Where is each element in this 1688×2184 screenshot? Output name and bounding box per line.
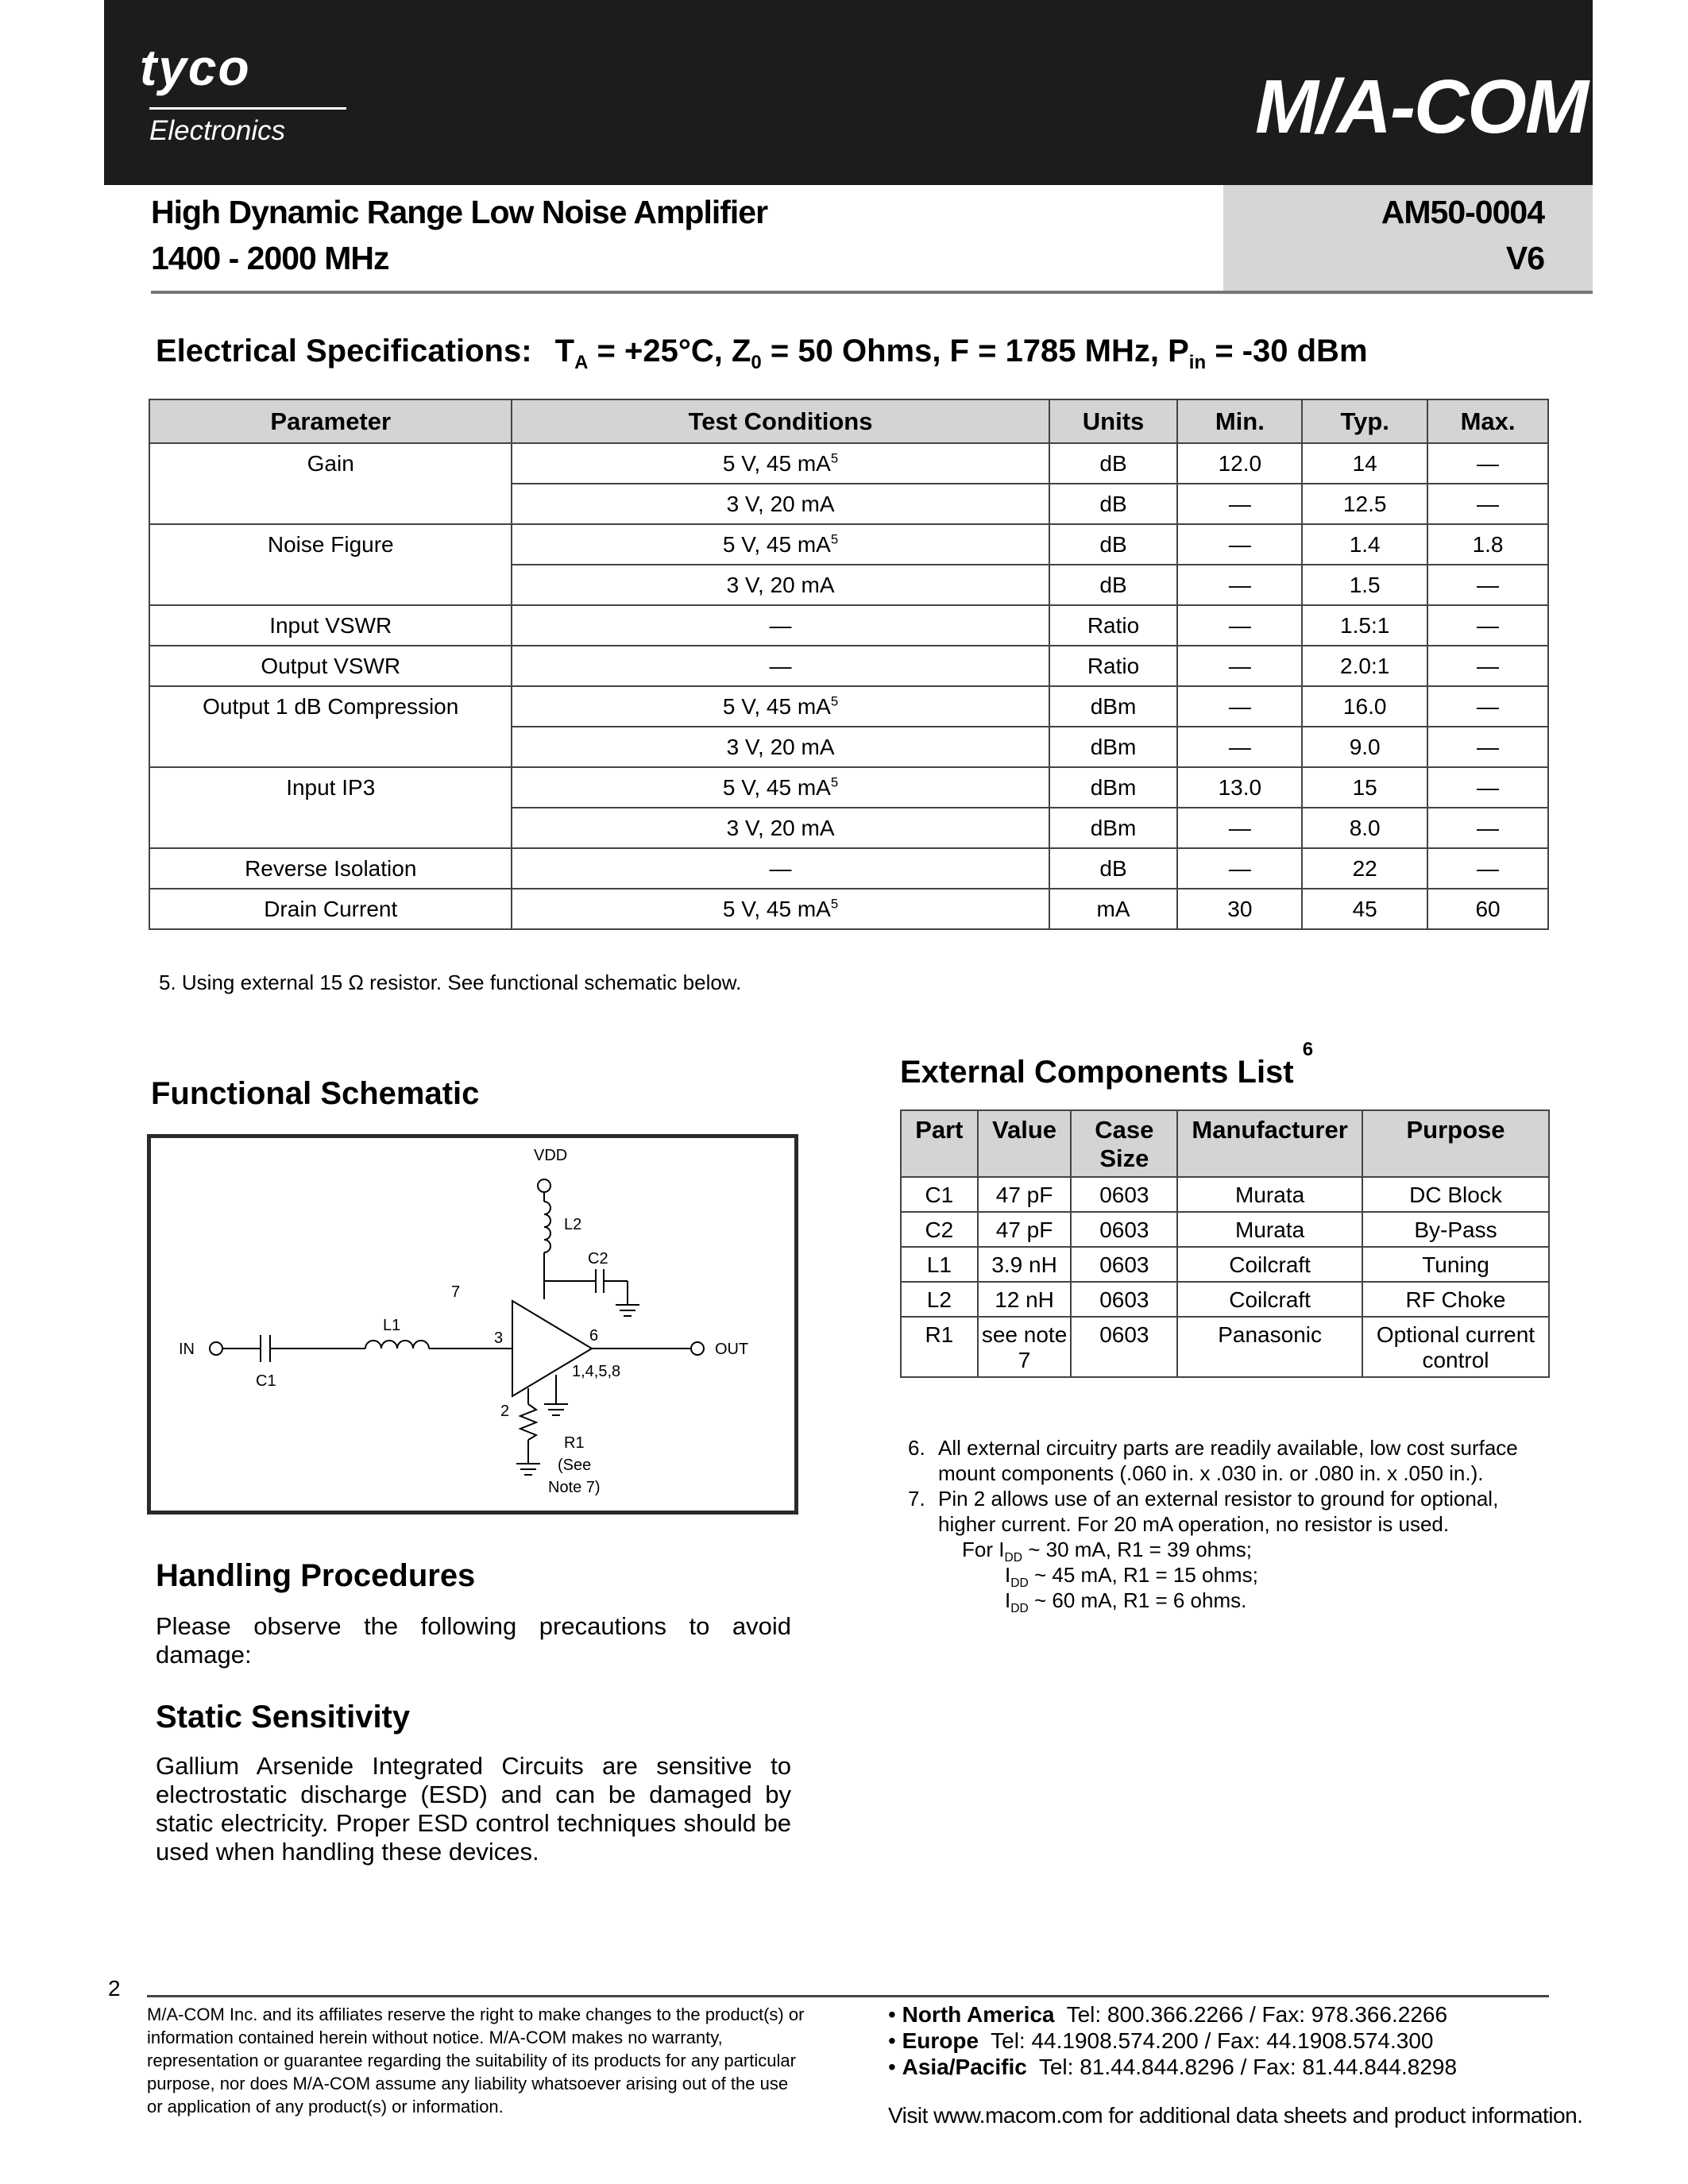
component-mfr: Murata <box>1177 1212 1362 1247</box>
spec-condition: — <box>512 646 1049 686</box>
component-row <box>901 1282 1549 1317</box>
component-mfr: Panasonic <box>1177 1317 1362 1377</box>
spec-units: dB <box>1049 848 1178 889</box>
tyco-electronics-label: Electronics <box>149 115 286 146</box>
spec-max: — <box>1427 605 1548 646</box>
l2-label: L2 <box>564 1216 582 1233</box>
footer-rule <box>147 1995 1549 1997</box>
spec-typ: 22 <box>1302 848 1427 889</box>
footer-contacts <box>888 2001 1457 2080</box>
spec-units: dBm <box>1049 808 1178 848</box>
spec-parameter <box>149 808 512 848</box>
spec-min: — <box>1177 565 1302 605</box>
pin2-label: 2 <box>500 1403 510 1420</box>
spec-max: — <box>1427 848 1548 889</box>
spec-units: mA <box>1049 889 1178 929</box>
note-6 <box>908 1435 1543 1486</box>
tyco-logo: tyco <box>140 39 251 96</box>
footnote-ref: 5 <box>830 531 839 547</box>
spec-condition: 5 V, 45 $mA^5$ <box>512 889 1049 929</box>
spec-parameter: Reverse Isolation <box>149 848 512 889</box>
component-purpose: By-Pass <box>1362 1212 1549 1247</box>
components-header-row <box>901 1110 1549 1177</box>
note-7-line-3: $I_{DD}$ ~ 60 mA, R1 = 6 ohms. <box>1005 1588 1247 1616</box>
component-part: R1 <box>901 1317 978 1377</box>
page-number: 2 <box>108 1976 121 2001</box>
spec-typ: 9.0 <box>1302 727 1427 767</box>
spec-row <box>149 524 1548 565</box>
component-row <box>901 1212 1549 1247</box>
component-part: L2 <box>901 1282 978 1317</box>
component-value: 3.9 nH <box>978 1247 1072 1282</box>
spec-typ: 8.0 <box>1302 808 1427 848</box>
spec-condition: — <box>512 848 1049 889</box>
spec-header-row <box>149 399 1548 443</box>
component-mfr: Coilcraft <box>1177 1247 1362 1282</box>
spec-parameter: Input VSWR <box>149 605 512 646</box>
out-label: OUT <box>715 1341 749 1358</box>
component-notes <box>908 1435 1543 1616</box>
note7-label: Note 7) <box>548 1479 601 1496</box>
components-table <box>900 1109 1550 1378</box>
see-label: (See <box>558 1457 592 1474</box>
handling-heading: Handling Procedures <box>156 1558 476 1593</box>
spec-typ: 1.5 <box>1302 565 1427 605</box>
part-number: AM50-0004 <box>1381 194 1544 230</box>
pin7-label: 7 <box>451 1283 461 1301</box>
spec-max: — <box>1427 484 1548 524</box>
spec-max: — <box>1427 686 1548 727</box>
component-value: 12 nH <box>978 1282 1072 1317</box>
spec-parameter: Output VSWR <box>149 646 512 686</box>
r1-label: R1 <box>564 1434 585 1452</box>
spec-units: dB <box>1049 484 1178 524</box>
col-value: Value <box>978 1110 1072 1177</box>
spec-min: — <box>1177 727 1302 767</box>
spec-max: — <box>1427 565 1548 605</box>
spec-heading-prefix: Electrical Specifications: <box>156 334 532 369</box>
header-rule <box>151 291 1593 294</box>
spec-footnote: 5. Using external 15 Ω resistor. See functional schematic below. <box>159 970 742 994</box>
spec-row <box>149 605 1548 646</box>
phone-north-america: Tel: 800.366.2266 / Fax: 978.366.2266 <box>1066 2002 1448 2027</box>
spec-min: 13.0 <box>1177 767 1302 808</box>
spec-typ: 15 <box>1302 767 1427 808</box>
component-row <box>901 1177 1549 1212</box>
spec-max: — <box>1427 767 1548 808</box>
component-value: 47 pF <box>978 1212 1072 1247</box>
contact-asia-pacific: • Asia/Pacific Tel: 81.44.844.8296 / Fax: 81.44.844.8298 <box>888 2055 1458 2079</box>
pin3-label: 3 <box>494 1329 504 1347</box>
c1-label: C1 <box>256 1372 276 1390</box>
spec-max: — <box>1427 443 1548 484</box>
spec-parameter <box>149 565 512 605</box>
col-parameter: Parameter <box>149 399 512 443</box>
contact-north-america: • North America Tel: 800.366.2266 / Fax: 978.366.2266 <box>888 2002 1448 2027</box>
spec-units: Ratio <box>1049 646 1178 686</box>
spec-condition: 5 V, 45 $mA^5$ <box>512 443 1049 484</box>
components-heading-text: External Components List <box>900 1055 1294 1090</box>
col-test-conditions: Test Conditions <box>512 399 1049 443</box>
spec-units: dBm <box>1049 686 1178 727</box>
footer-visit: Visit www.macom.com for additional data sheets and product information. <box>888 2103 1583 2128</box>
col-min: Min. <box>1177 399 1302 443</box>
col-units: Units <box>1049 399 1178 443</box>
static-heading: Static Sensitivity <box>156 1700 411 1734</box>
spec-row <box>149 767 1548 808</box>
spec-min: — <box>1177 605 1302 646</box>
spec-row <box>149 686 1548 727</box>
spec-typ: 14 <box>1302 443 1427 484</box>
phone-asia-pacific: Tel: 81.44.844.8296 / Fax: 81.44.844.8298 <box>1038 2055 1458 2079</box>
col-manufacturer: Manufacturer <box>1177 1110 1362 1177</box>
component-mfr: Murata <box>1177 1177 1362 1212</box>
spec-min: — <box>1177 484 1302 524</box>
region-asia-pacific: Asia/Pacific <box>902 2055 1027 2079</box>
footnote-ref: 5 <box>830 450 839 466</box>
region-north-america: North America <box>902 2002 1055 2027</box>
spec-typ: 45 <box>1302 889 1427 929</box>
spec-units: dBm <box>1049 727 1178 767</box>
static-text: Gallium Arsenide Integrated Circuits are sensitive to electrostatic discharge (ESD) and can be damaged by static electricity. Proper ESD control techniques should be used when handling these devices. <box>156 1752 791 1866</box>
spec-row <box>149 889 1548 929</box>
note-7 <box>908 1486 1543 1537</box>
col-typ: Typ. <box>1302 399 1427 443</box>
in-label: IN <box>179 1341 195 1358</box>
spec-max: — <box>1427 646 1548 686</box>
spec-min: 30 <box>1177 889 1302 929</box>
component-purpose: Tuning <box>1362 1247 1549 1282</box>
handling-text: Please observe the following precautions to avoid damage: <box>156 1612 791 1669</box>
spec-min: — <box>1177 646 1302 686</box>
footnote-ref: 5 <box>830 896 839 912</box>
component-row <box>901 1247 1549 1282</box>
schematic-heading: Functional Schematic <box>151 1076 480 1111</box>
footnote-ref: 5 <box>830 774 839 790</box>
spec-units: dBm <box>1049 767 1178 808</box>
component-row <box>901 1317 1549 1377</box>
footer-disclaimer: M/A-COM Inc. and its affiliates reserve the right to make changes to the product(s) or information contained herein without notice. M/A-COM makes no warranty, representation or guarantee regarding the suitability of its products for any particular purpose, nor does M/A-COM assume any liability whatsoever arising out of the use or application of any product(s) or information. <box>147 2005 805 2116</box>
contact-europe: • Europe Tel: 44.1908.574.200 / Fax: 44.1908.574.300 <box>888 2028 1434 2053</box>
components-heading-sup: 6 <box>1302 1039 1314 1060</box>
spec-max: — <box>1427 808 1548 848</box>
component-part: L1 <box>901 1247 978 1282</box>
spec-typ: 1.4 <box>1302 524 1427 565</box>
note-7-text: Pin 2 allows use of an external resistor to ground for optional, higher current. For 20 mA operation, no resistor is used. <box>938 1487 1499 1536</box>
col-purpose: Purpose <box>1362 1110 1549 1177</box>
spec-min: — <box>1177 686 1302 727</box>
frequency-range: 1400 - 2000 MHz <box>151 240 389 276</box>
component-case: 0603 <box>1071 1247 1177 1282</box>
vdd-label: VDD <box>534 1147 568 1164</box>
spec-parameter <box>149 484 512 524</box>
phone-europe: Tel: 44.1908.574.200 / Fax: 44.1908.574.300 <box>991 2028 1434 2053</box>
c2-label: C2 <box>588 1250 608 1268</box>
l1-label: L1 <box>383 1317 401 1334</box>
spec-parameter: Output 1 dB Compression <box>149 686 512 727</box>
component-purpose: DC Block <box>1362 1177 1549 1212</box>
spec-typ: 1.5:1 <box>1302 605 1427 646</box>
spec-condition: 3 V, 20 mA <box>512 484 1049 524</box>
region-europe: Europe <box>902 2028 979 2053</box>
spec-units: Ratio <box>1049 605 1178 646</box>
col-case-size: Case Size <box>1071 1110 1177 1177</box>
functional-schematic <box>147 1134 798 1515</box>
spec-heading <box>156 334 1368 373</box>
spec-units: dB <box>1049 524 1178 565</box>
spec-condition: 3 V, 20 mA <box>512 727 1049 767</box>
spec-row <box>149 727 1548 767</box>
spec-parameter <box>149 727 512 767</box>
spec-row <box>149 565 1548 605</box>
spec-min: — <box>1177 848 1302 889</box>
note-7-number: 7. <box>908 1487 925 1511</box>
spec-min: 12.0 <box>1177 443 1302 484</box>
component-value: 47 pF <box>978 1177 1072 1212</box>
component-case: 0603 <box>1071 1317 1177 1377</box>
component-case: 0603 <box>1071 1282 1177 1317</box>
components-heading <box>900 1039 1314 1090</box>
spec-row <box>149 443 1548 484</box>
tyco-logo-rule <box>149 107 346 110</box>
spec-min: — <box>1177 808 1302 848</box>
component-mfr: Coilcraft <box>1177 1282 1362 1317</box>
macom-logo: M/A-COM <box>1255 64 1587 149</box>
spec-typ: 12.5 <box>1302 484 1427 524</box>
component-purpose: RF Choke <box>1362 1282 1549 1317</box>
spec-condition: 5 V, 45 $mA^5$ <box>512 767 1049 808</box>
spec-parameter: Input IP3 <box>149 767 512 808</box>
footnote-ref: 5 <box>830 693 839 709</box>
spec-typ: 16.0 <box>1302 686 1427 727</box>
document-title: High Dynamic Range Low Noise Amplifier <box>151 194 768 230</box>
pin6-label: 6 <box>589 1327 599 1345</box>
col-max: Max. <box>1427 399 1548 443</box>
spec-condition: — <box>512 605 1049 646</box>
note-6-text: All external circuitry parts are readily available, low cost surface mount components (.060 in. x .030 in. or .080 in. x .050 in.). <box>938 1436 1518 1485</box>
spec-typ: 2.0:1 <box>1302 646 1427 686</box>
spec-condition: 3 V, 20 mA <box>512 808 1049 848</box>
spec-max: 1.8 <box>1427 524 1548 565</box>
spec-row <box>149 848 1548 889</box>
component-part: C2 <box>901 1212 978 1247</box>
spec-row <box>149 646 1548 686</box>
spec-units: dB <box>1049 565 1178 605</box>
spec-max: 60 <box>1427 889 1548 929</box>
component-part: C1 <box>901 1177 978 1212</box>
spec-max: — <box>1427 727 1548 767</box>
spec-heading-conditions: $T_A = +25^\circ C$, $Z_0 = 50$ Ohms, F = 1785 MHz, $P_{in} = -30$ dBm <box>554 334 1368 373</box>
spec-row <box>149 808 1548 848</box>
spec-parameter: Drain Current <box>149 889 512 929</box>
spec-parameter: Gain <box>149 443 512 484</box>
version: V6 <box>1505 240 1544 276</box>
component-case: 0603 <box>1071 1177 1177 1212</box>
component-value: see note 7 <box>978 1317 1072 1377</box>
spec-min: — <box>1177 524 1302 565</box>
spec-condition: 3 V, 20 mA <box>512 565 1049 605</box>
schematic-diagram <box>151 1138 794 1511</box>
spec-condition: 5 V, 45 $mA^5$ <box>512 686 1049 727</box>
col-part: Part <box>901 1110 978 1177</box>
note-6-number: 6. <box>908 1436 925 1460</box>
spec-condition: 5 V, 45 $mA^5$ <box>512 524 1049 565</box>
ground-pins-label: 1,4,5,8 <box>572 1363 621 1380</box>
spec-units: dB <box>1049 443 1178 484</box>
note-7-line-1: For $I_{DD}$ ~ 30 mA, R1 = 39 ohms; <box>962 1538 1253 1565</box>
spec-row <box>149 484 1548 524</box>
component-case: 0603 <box>1071 1212 1177 1247</box>
note-7-line-2: $I_{DD}$ ~ 45 mA, R1 = 15 ohms; <box>1005 1563 1258 1591</box>
component-purpose: Optional current control <box>1362 1317 1549 1377</box>
spec-parameter: Noise Figure <box>149 524 512 565</box>
electrical-spec-table <box>149 399 1549 930</box>
